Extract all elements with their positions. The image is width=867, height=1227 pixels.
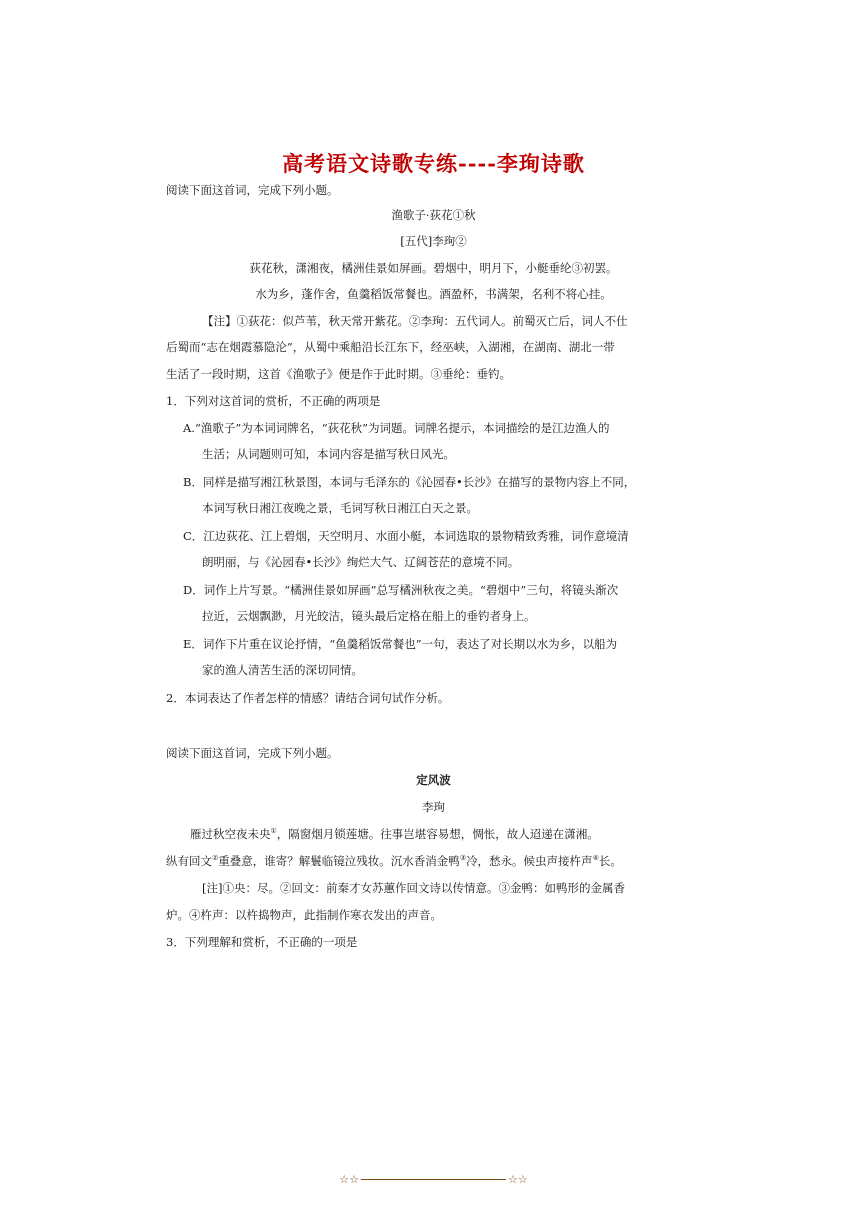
footer-ornament [0, 1172, 867, 1186]
question-3: 3．下列理解和赏析，不正确的一项是 [166, 935, 358, 949]
option-d-line-2: 拉近，云烟飘渺，月光皎洁，镜头最后定格在船上的垂钓者身上。 [202, 609, 536, 623]
verse-text: ，隔窗烟月锁莲塘。往事岂堪容易想，惆怅，故人迢递在潇湘。 [276, 827, 599, 841]
option-c-line-1: C．江边荻花、江上碧烟，天空明月、水面小艇，本词选取的景物精致秀雅，词作意境清 [183, 529, 629, 543]
question-2: 2．本词表达了作者怎样的情感？请结合词句试作分析。 [166, 691, 450, 705]
poem1-note-line-3: 生活了一段时期，这首《渔歌子》便是作于此时期。③垂纶：垂钓。 [166, 367, 511, 381]
poem1-title: 渔歌子·荻花①秋 [391, 208, 476, 222]
verse-text: 长。 [598, 854, 622, 868]
verse-text: 重叠意，谁寄？解鬟临镜泣残妆。沉水香消金鸭 [218, 854, 460, 868]
poem2-verse-2 [166, 853, 622, 869]
option-b-line-1: B．同样是描写湘江秋景图，本词与毛泽东的《沁园春•长沙》在描写的景物内容上不同， [183, 475, 636, 489]
footnote-marker: ③ [459, 854, 467, 863]
verse-text: 冷，愁永。候虫声接杵声 [466, 854, 593, 868]
poem2-note-line-1: [注]①央：尽。②回文：前秦才女苏蕙作回文诗以传情意。③金鸭：如鸭形的金属香 [202, 881, 625, 895]
footer-divider [361, 1179, 506, 1180]
footnote-marker: ④ [592, 854, 599, 863]
option-a-line-2: 生活；从词题则可知，本词内容是描写秋日风光。 [202, 447, 455, 461]
footnote-marker: ① [270, 827, 277, 836]
question-1: 1．下列对这首词的赏析，不正确的两项是 [166, 394, 381, 408]
footnote-marker: ② [212, 854, 219, 863]
verse-text: 纵有回文 [166, 854, 212, 868]
poem2-verse-1 [190, 826, 599, 842]
option-e-line-2: 家的渔人清苦生活的深切同情。 [202, 663, 363, 677]
poem2-title: 定风波 [416, 773, 451, 787]
poem1-verse-2: 水为乡，蓬作舍，鱼羹稻饭常餐也。酒盈杯，书满架，名利不将心挂。 [255, 287, 612, 301]
poem1-note-line-2: 后蜀而“志在烟霞慕隐沦”，从蜀中乘船沿长江东下，经巫峡，入湖湘，在湖南、湖北一带 [166, 340, 615, 354]
section1-intro: 阅读下面这首词，完成下列小题。 [166, 183, 339, 197]
option-c-line-2: 朗明丽，与《沁园春•长沙》绚烂大气、辽阔苍茫的意境不同。 [202, 555, 520, 569]
option-a-line-1: A.“渔歌子”为本词词牌名，“荻花秋”为词题。词牌名提示，本词描绘的是江边渔人的 [183, 421, 610, 435]
section2-intro: 阅读下面这首词，完成下列小题。 [166, 746, 339, 760]
poem1-note-line-1: 【注】①荻花：似芦苇，秋天常开紫花。②李珣：五代词人。前蜀灭亡后，词人不仕 [202, 314, 628, 328]
poem1-author: [五代]李珣② [400, 234, 467, 248]
option-d-line-1: D．词作上片写景。“橘洲佳景如屏画”总写橘洲秋夜之美。“碧烟中”三句，将镜头渐次 [183, 583, 619, 597]
poem2-note-line-2: 炉。④杵声：以杵捣物声，此指制作寒衣发出的声音。 [166, 908, 442, 922]
option-b-line-2: 本词写秋日湘江夜晚之景，毛词写秋日湘江白天之景。 [202, 501, 478, 515]
option-e-line-1: E．词作下片重在议论抒情，“鱼羹稻饭常餐也”一句，表达了对长期以水为乡，以船为 [183, 637, 618, 651]
verse-text: 雁过秋空夜未央 [190, 827, 271, 841]
poem2-author: 李珣 [422, 800, 445, 814]
star-icon: ☆☆ [508, 1173, 528, 1186]
star-icon: ☆☆ [339, 1173, 359, 1186]
poem1-verse-1: 荻花秋，潇湘夜，橘洲佳景如屏画。碧烟中，明月下，小艇垂纶③初罢。 [249, 261, 618, 275]
page-title: 高考语文诗歌专练----李珣诗歌 [282, 151, 585, 176]
